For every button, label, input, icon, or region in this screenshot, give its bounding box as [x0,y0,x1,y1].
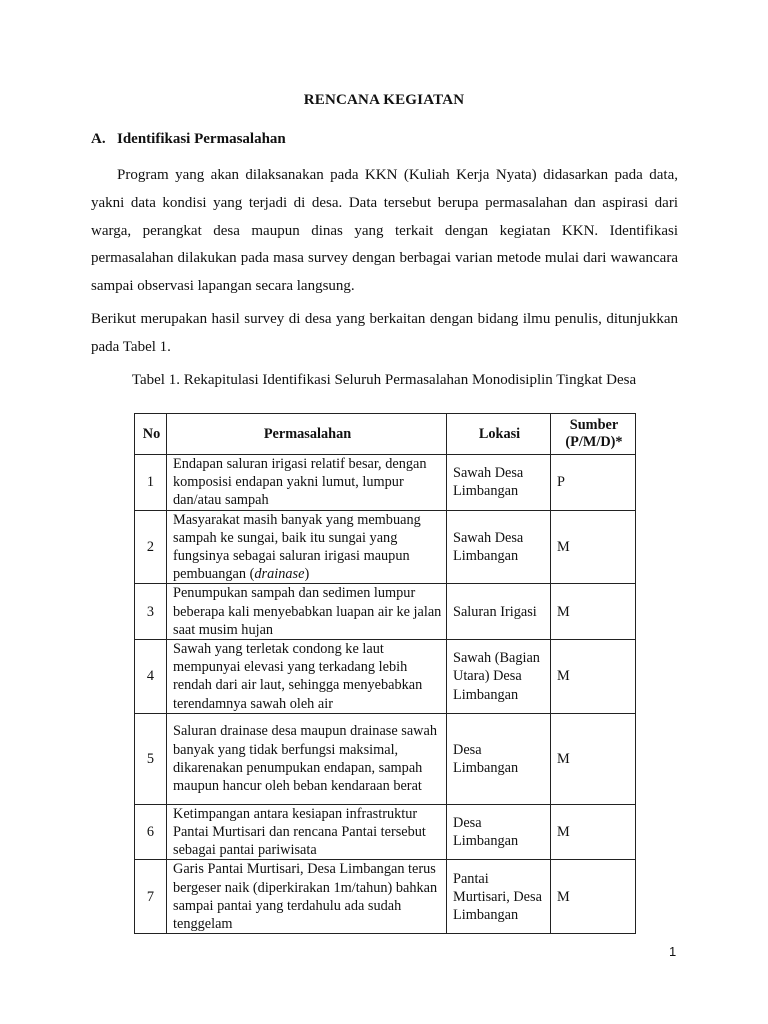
row-no: 1 [135,455,167,511]
row-sumber: P [551,455,636,511]
table-row [135,510,636,584]
row-sumber: M [551,713,636,804]
paragraph-survey: Berikut merupakan hasil survey di desa yang berkaitan dengan bidang ilmu penulis, ditunjukkan pada Tabel 1. [91,311,678,355]
table-row [135,804,636,860]
row-permasalahan-text: Masyarakat masih banyak yang membuang sampah ke sungai, baik itu sungai yang fungsinya sebagai saluran irigasi maupun pembuangan ( [173,511,421,583]
row-sumber: M [551,584,636,640]
row-lokasi: Saluran Irigasi [447,584,551,640]
row-permasalahan: Saluran drainase desa maupun drainase sawah banyak yang tidak berfungsi maksimal, dikarenakan penumpukan endapan, sampah maupun hancur oleh beban kendaraan berat [167,713,447,804]
row-lokasi: Pantai Murtisari, Desa Limbangan [447,860,551,934]
issues-table [134,413,636,934]
row-permasalahan-italic: drainase [254,566,305,583]
row-sumber: M [551,860,636,934]
row-no: 5 [135,713,167,804]
section-heading-text: Identifikasi Permasalahan [117,131,286,147]
table-row [135,584,636,640]
row-no: 2 [135,510,167,584]
row-lokasi: Sawah Desa Limbangan [447,455,551,511]
row-permasalahan: Garis Pantai Murtisari, Desa Limbangan terus bergeser naik (diperkirakan 1m/tahun) bahkan sampai pantai yang terdahulu ada sudah tenggelam [167,860,447,934]
row-no: 3 [135,584,167,640]
section-number: A. [91,131,106,147]
table-caption: Tabel 1. Rekapitulasi Identifikasi Seluruh Permasalahan Monodisiplin Tingkat Desa [131,372,637,388]
row-permasalahan: Sawah yang terletak condong ke laut mempunyai elevasi yang terkadang lebih rendah dari air laut, sehingga menyebabkan terendamnya sawah oleh air [167,640,447,714]
table-row [135,640,636,714]
header-permasalahan: Permasalahan [167,414,447,455]
row-no: 6 [135,804,167,860]
row-permasalahan: Endapan saluran irigasi relatif besar, dengan komposisi endapan yakni lumut, lumpur dan/atau sampah [167,455,447,511]
row-lokasi: Desa Limbangan [447,804,551,860]
row-permasalahan: Penumpukan sampah dan sedimen lumpur beberapa kali menyebabkan luapan air ke jalan saat musim hujan [167,584,447,640]
row-sumber: M [551,640,636,714]
row-lokasi: Desa Limbangan [447,713,551,804]
row-permasalahan: Ketimpangan antara kesiapan infrastruktur Pantai Murtisari dan rencana Pantai tersebut sebagai pantai pariwisata [167,804,447,860]
row-permasalahan [167,510,447,584]
table-row [135,455,636,511]
header-lokasi: Lokasi [447,414,551,455]
table-header-row [135,414,636,455]
row-no: 7 [135,860,167,934]
row-permasalahan-close: ) [304,566,310,583]
row-sumber: M [551,510,636,584]
row-lokasi: Sawah Desa Limbangan [447,510,551,584]
table-row [135,860,636,934]
header-no: No [135,414,167,455]
section-heading [91,131,286,148]
row-lokasi: Sawah (Bagian Utara) Desa Limbangan [447,640,551,714]
row-sumber: M [551,804,636,860]
header-sumber: Sumber (P/M/D)* [551,414,636,455]
page-title: RENCANA KEGIATAN [303,92,465,108]
table-row [135,713,636,804]
paragraph-intro: Program yang akan dilaksanakan pada KKN (Kuliah Kerja Nyata) didasarkan pada data, yakni data kondisi yang terjadi di desa. Data tersebut berupa permasalahan dan aspirasi dari warga, perangkat desa maupun dinas yang terkait dengan kegiatan KKN. Identifikasi permasalahan dilakukan pada masa survey dengan berbagai varian metode mulai dari wawancara sampai observasi lapangan secara langsung. [91,167,678,295]
row-no: 4 [135,640,167,714]
page-number: 1 [669,944,677,959]
